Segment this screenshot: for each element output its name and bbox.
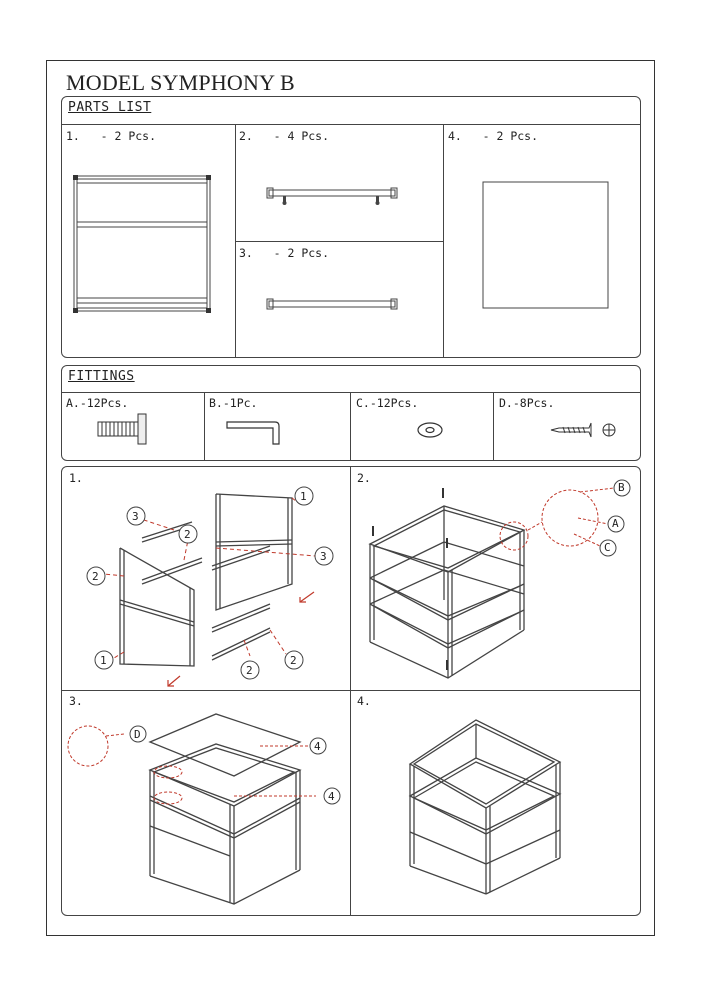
divider (350, 392, 351, 460)
step-2-label: 2. (357, 471, 371, 485)
callout-1: 1 (100, 654, 107, 667)
fittings-heading: FITTINGS (68, 369, 135, 384)
callout-4: 4 (328, 790, 335, 803)
divider (493, 392, 494, 460)
divider (62, 690, 640, 691)
fitting-b-label: B.-1Pc. (209, 396, 258, 410)
callout-a: A (612, 517, 619, 530)
crossbar-with-pins-illustration (265, 185, 405, 210)
divider (350, 467, 351, 915)
part-4-label: 4. - 2 Pcs. (448, 129, 539, 143)
crossbar-illustration (265, 297, 405, 317)
divider (62, 124, 640, 125)
step-1-label: 1. (69, 471, 83, 485)
callout-b: B (618, 481, 625, 494)
callout-c: C (604, 541, 611, 554)
allen-key-icon (225, 418, 285, 448)
callout-1: 1 (300, 490, 307, 503)
step-2-diagram (352, 480, 638, 688)
callout-2: 2 (290, 654, 297, 667)
callout-d: D (134, 728, 141, 741)
callout-2: 2 (184, 528, 191, 541)
screw-icon (549, 419, 621, 441)
side-frame-illustration (70, 172, 215, 317)
part-2-label: 2. - 4 Pcs. (239, 129, 330, 143)
divider (62, 392, 640, 393)
divider (204, 392, 205, 460)
divider (235, 241, 443, 242)
step-3-diagram (64, 706, 348, 906)
fitting-d-label: D.-8Pcs. (499, 396, 555, 410)
callout-3: 3 (132, 510, 139, 523)
callout-4: 4 (314, 740, 321, 753)
step-4-diagram (400, 712, 572, 896)
callout-2: 2 (92, 570, 99, 583)
part-1-label: 1. - 2 Pcs. (66, 129, 157, 143)
part-3-label: 3. - 2 Pcs. (239, 246, 330, 260)
parts-list-heading: PARTS LIST (68, 100, 152, 115)
step-3-label: 3. (69, 694, 83, 708)
page-title: MODEL SYMPHONY B (66, 70, 295, 95)
step-4-label: 4. (357, 694, 371, 708)
callout-3: 3 (320, 550, 327, 563)
washer-icon (416, 419, 446, 443)
fitting-c-label: C.-12Pcs. (356, 396, 419, 410)
top-panel-illustration (482, 181, 610, 311)
bolt-icon (96, 412, 166, 448)
divider (443, 124, 444, 358)
callout-2: 2 (246, 664, 253, 677)
fitting-a-label: A.-12Pcs. (66, 396, 129, 410)
